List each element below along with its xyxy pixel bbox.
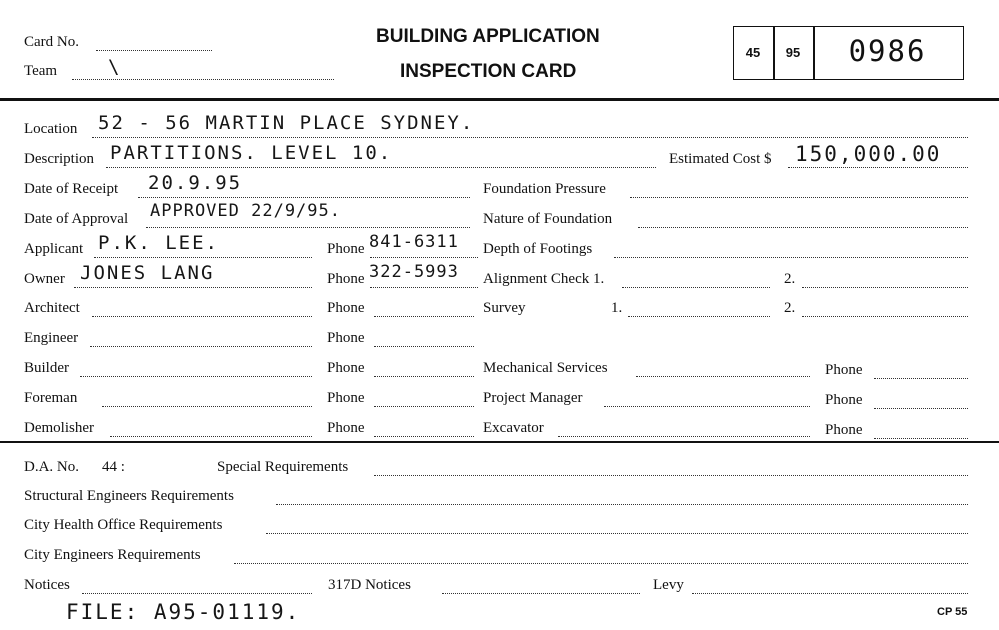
team-field[interactable]: [72, 79, 334, 80]
mechanical-services-label: Mechanical Services: [483, 360, 608, 376]
city-engineers-label: City Engineers Requirements: [24, 547, 201, 563]
builder-phone-field[interactable]: [374, 376, 474, 377]
description-value: PARTITIONS. LEVEL 10.: [110, 142, 393, 164]
notices-label: Notices: [24, 577, 70, 593]
project-manager-label: Project Manager: [483, 390, 583, 406]
depth-of-footings-field[interactable]: [614, 257, 968, 258]
engineer-phone-label: Phone: [327, 330, 365, 346]
survey-label: Survey: [483, 300, 526, 316]
notices-317d-label: 317D Notices: [328, 577, 411, 593]
form-title-line1: BUILDING APPLICATION: [376, 26, 600, 47]
ref-a: 45: [745, 45, 761, 60]
architect-phone-field[interactable]: [374, 316, 474, 317]
demolisher-phone-label: Phone: [327, 420, 365, 436]
survey-2-label: 2.: [784, 300, 796, 316]
project-manager-field[interactable]: [604, 406, 810, 407]
date-of-receipt-label: Date of Receipt: [24, 181, 119, 197]
depth-of-footings-label: Depth of Footings: [483, 241, 593, 257]
nature-of-foundation-label: Nature of Foundation: [483, 211, 613, 227]
mechanical-services-phone-label: Phone: [825, 362, 863, 378]
structural-engineers-field[interactable]: [276, 504, 968, 505]
city-health-field[interactable]: [266, 533, 968, 534]
demolisher-field[interactable]: [110, 436, 312, 437]
survey-2-field[interactable]: [802, 316, 968, 317]
nature-of-foundation-field[interactable]: [638, 227, 968, 228]
excavator-phone-label: Phone: [825, 422, 863, 438]
applicant-phone-field[interactable]: [370, 257, 478, 258]
structural-engineers-label: Structural Engineers Requirements: [24, 488, 234, 504]
architect-label: Architect: [24, 300, 80, 316]
owner-phone-field[interactable]: [370, 287, 478, 288]
location-label: Location: [24, 121, 78, 137]
architect-phone-label: Phone: [327, 300, 365, 316]
levy-field[interactable]: [692, 593, 968, 594]
excavator-label: Excavator: [483, 420, 544, 436]
team-label: Team: [24, 63, 58, 79]
foreman-field[interactable]: [102, 406, 312, 407]
applicant-field[interactable]: [94, 257, 312, 258]
engineer-field[interactable]: [90, 346, 312, 347]
notices-field[interactable]: [82, 593, 312, 594]
owner-label: Owner: [24, 271, 65, 287]
description-field[interactable]: [106, 167, 656, 168]
team-value: \: [108, 56, 122, 78]
date-of-approval-label: Date of Approval: [24, 211, 129, 227]
description-label: Description: [24, 151, 94, 167]
builder-label: Builder: [24, 360, 69, 376]
estimated-cost-field[interactable]: [788, 167, 968, 168]
foundation-pressure-field[interactable]: [630, 197, 968, 198]
foundation-pressure-label: Foundation Pressure: [483, 181, 606, 197]
survey-1-field[interactable]: [628, 316, 770, 317]
foreman-phone-label: Phone: [327, 390, 365, 406]
location-value: 52 - 56 MARTIN PLACE SYDNEY.: [98, 112, 475, 134]
form-code: CP 55: [937, 606, 968, 618]
builder-field[interactable]: [80, 376, 312, 377]
divider-middle: [0, 441, 999, 443]
ref-b: 95: [785, 45, 801, 60]
estimated-cost-label: Estimated Cost $: [669, 151, 772, 167]
date-of-approval-field[interactable]: [146, 227, 470, 228]
da-no-value: 44 :: [102, 459, 125, 475]
special-requirements-field[interactable]: [374, 475, 968, 476]
excavator-phone-field[interactable]: [874, 438, 968, 439]
owner-phone-label: Phone: [327, 271, 365, 287]
foreman-phone-field[interactable]: [374, 406, 474, 407]
alignment-check-2-field[interactable]: [802, 287, 968, 288]
alignment-check-1-field[interactable]: [622, 287, 770, 288]
date-of-receipt-value: 20.9.95: [148, 172, 243, 194]
date-of-receipt-field[interactable]: [138, 197, 470, 198]
demolisher-phone-field[interactable]: [374, 436, 474, 437]
card-no-field[interactable]: [96, 50, 212, 51]
city-engineers-field[interactable]: [234, 563, 968, 564]
divider-top: [0, 98, 999, 101]
alignment-check-2-label: 2.: [784, 271, 796, 287]
applicant-value: P.K. LEE.: [98, 232, 219, 254]
excavator-field[interactable]: [558, 436, 810, 437]
special-requirements-label: Special Requirements: [217, 459, 349, 475]
applicant-phone-label: Phone: [327, 241, 365, 257]
estimated-cost-value: 150,000.00: [795, 142, 942, 166]
file-reference: FILE: A95-01119.: [66, 600, 301, 624]
card-no-label: Card No.: [24, 34, 79, 50]
date-of-approval-value: APPROVED 22/9/95.: [150, 201, 341, 221]
notices-317d-field[interactable]: [442, 593, 640, 594]
levy-label: Levy: [653, 577, 684, 593]
architect-field[interactable]: [92, 316, 312, 317]
engineer-phone-field[interactable]: [374, 346, 474, 347]
da-no-label: D.A. No.: [24, 459, 79, 475]
alignment-check-label: Alignment Check 1.: [483, 271, 605, 287]
mechanical-services-phone-field[interactable]: [874, 378, 968, 379]
builder-phone-label: Phone: [327, 360, 365, 376]
owner-phone-value: 322-5993: [369, 262, 459, 282]
location-field[interactable]: [92, 137, 968, 138]
mechanical-services-field[interactable]: [636, 376, 810, 377]
applicant-label: Applicant: [24, 241, 84, 257]
applicant-phone-value: 841-6311: [369, 232, 459, 252]
foreman-label: Foreman: [24, 390, 78, 406]
form-title-line2: INSPECTION CARD: [400, 61, 577, 82]
survey-1-label: 1.: [611, 300, 623, 316]
ref-number: 0986: [848, 34, 927, 68]
owner-value: JONES LANG: [80, 262, 215, 284]
project-manager-phone-label: Phone: [825, 392, 863, 408]
engineer-label: Engineer: [24, 330, 79, 346]
city-health-label: City Health Office Requirements: [24, 517, 223, 533]
demolisher-label: Demolisher: [24, 420, 94, 436]
owner-field[interactable]: [74, 287, 312, 288]
project-manager-phone-field[interactable]: [874, 408, 968, 409]
